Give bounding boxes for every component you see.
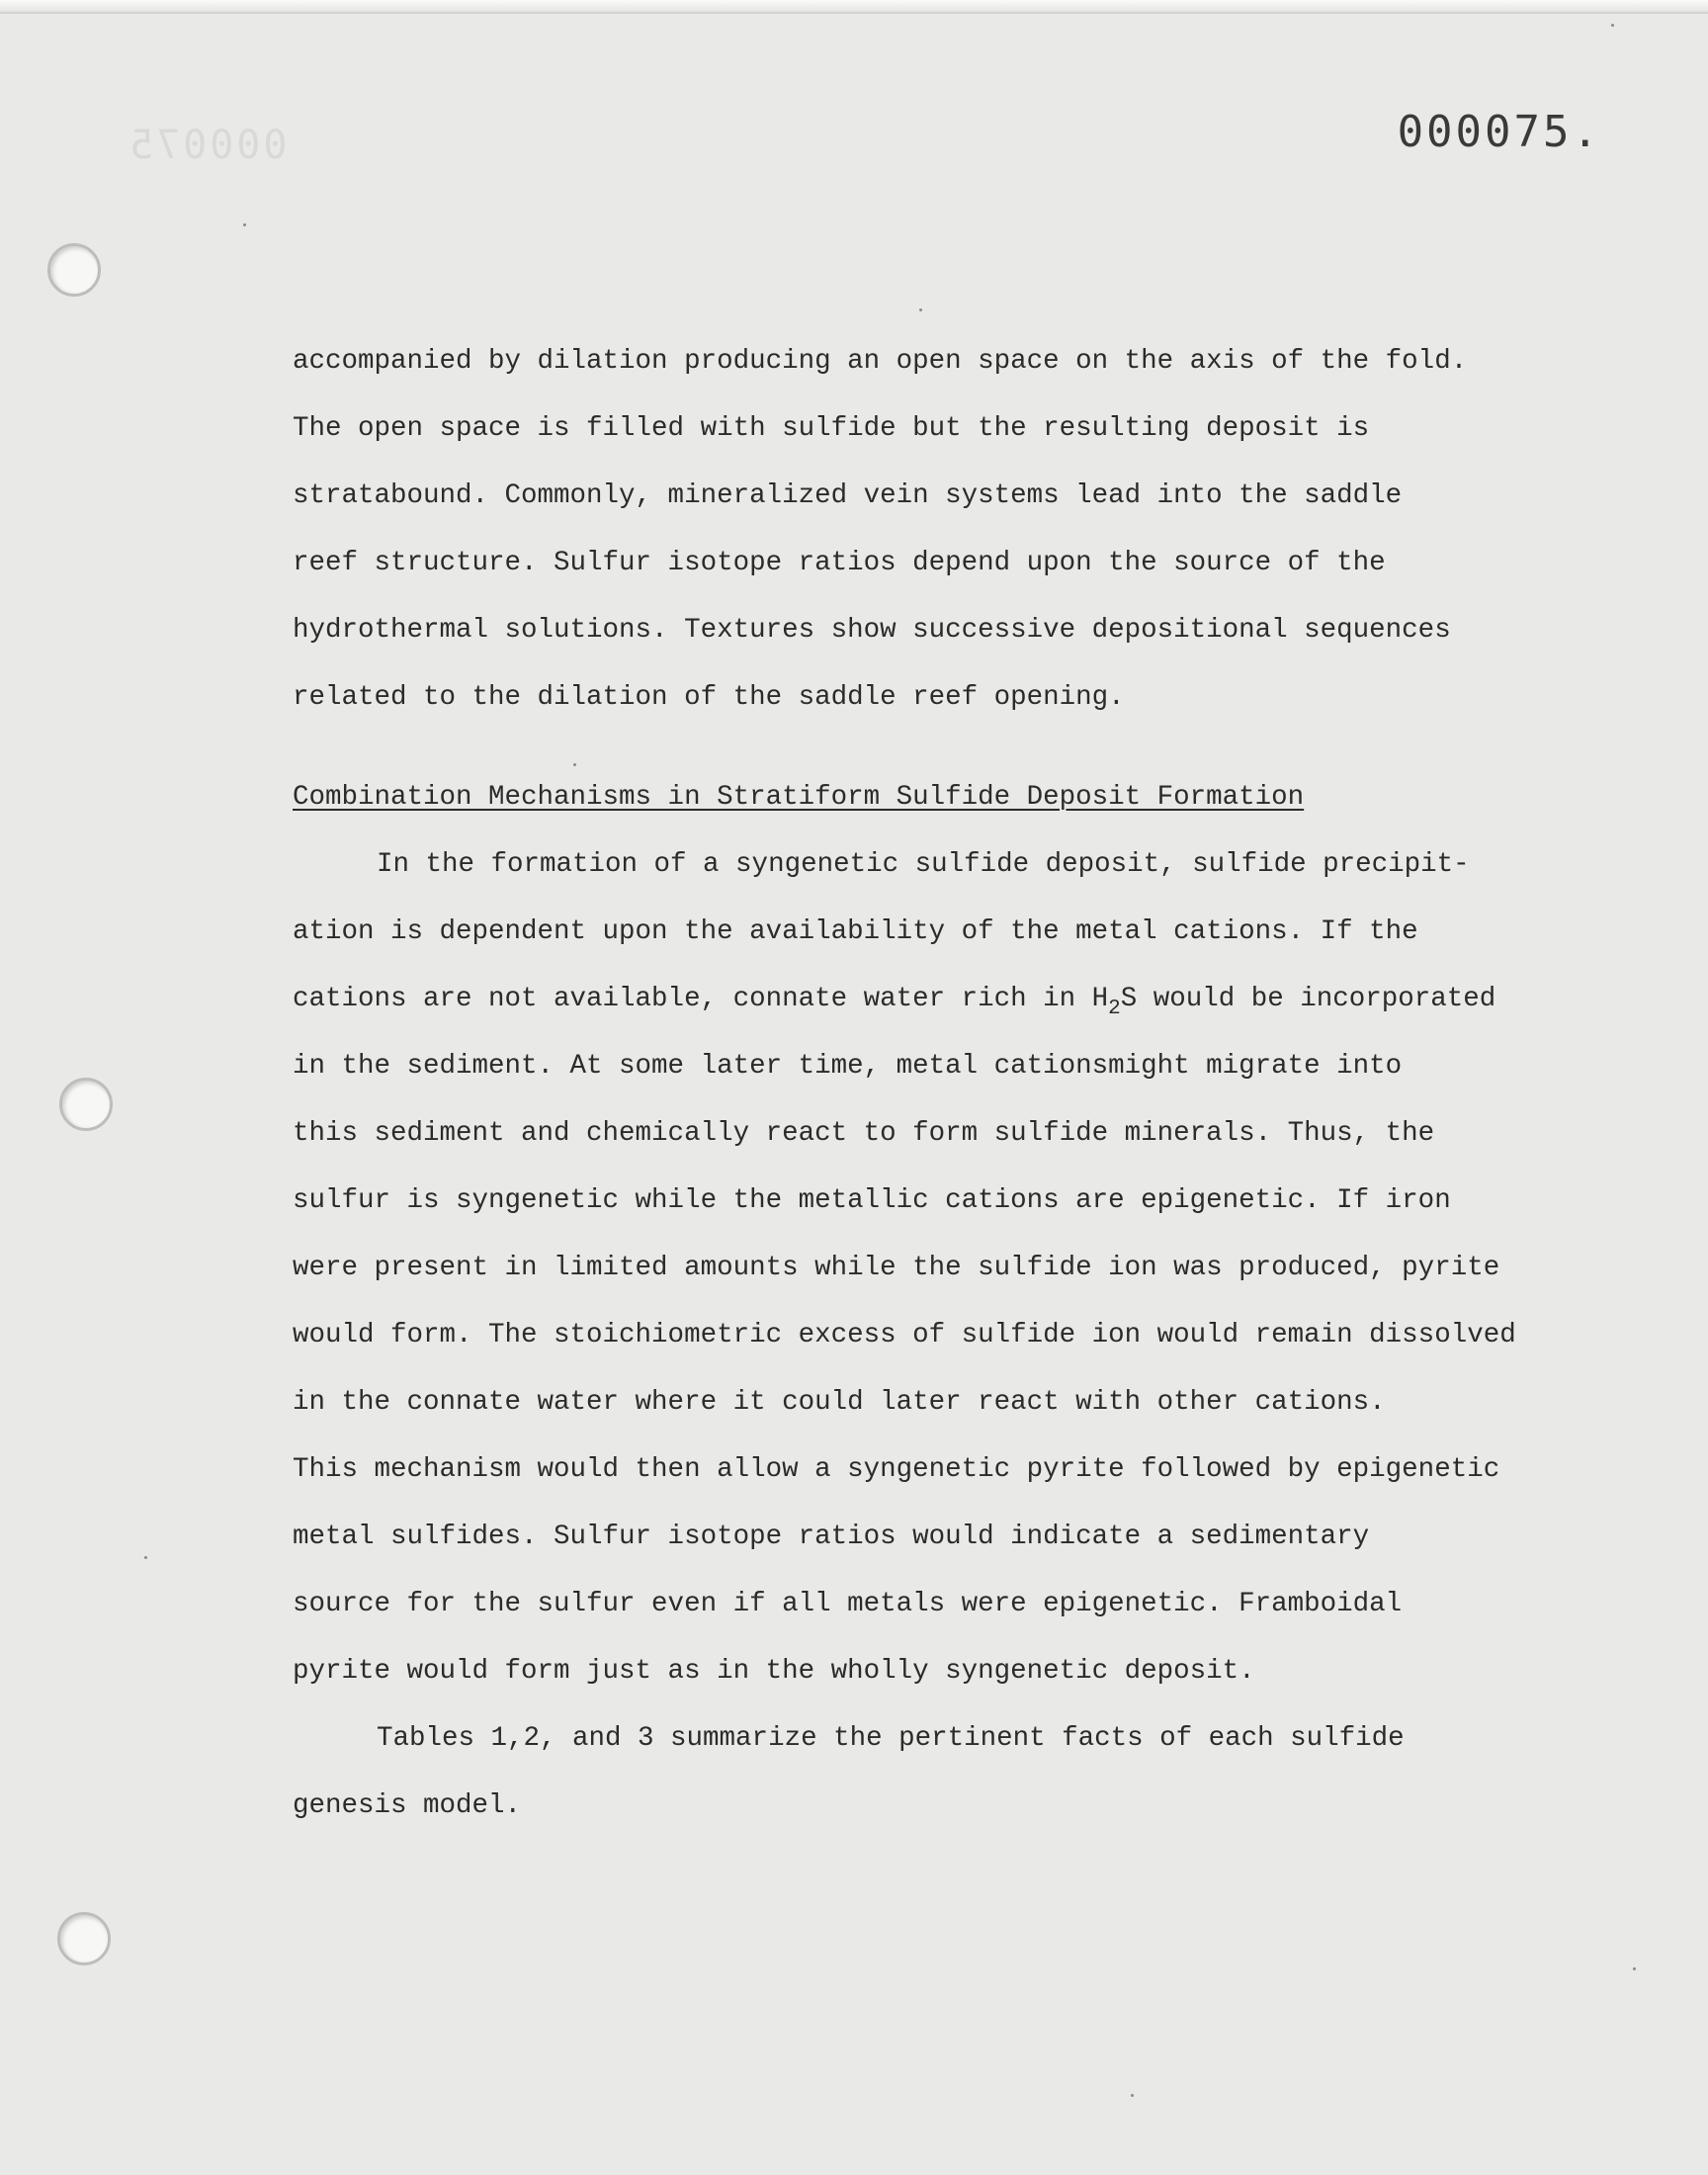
punch-hole-middle xyxy=(59,1078,113,1131)
speck xyxy=(1611,24,1614,27)
text-line: genesis model. xyxy=(293,1790,522,1821)
text-line: source for the sulfur even if all metals were epigenetic. Framboidal xyxy=(293,1589,1403,1619)
text-line: reef structure. Sulfur isotope ratios depend upon the source of the xyxy=(293,548,1386,578)
text-line: ation is dependent upon the availability of the metal cations. If the xyxy=(293,916,1418,947)
speck xyxy=(919,308,922,311)
text-line: pyrite would form just as in the wholly syngenetic deposit. xyxy=(293,1656,1255,1687)
text-line: were present in limited amounts while the sulfide ion was produced, pyrite xyxy=(293,1253,1500,1283)
text-line: accompanied by dilation producing an open space on the axis of the fold. xyxy=(293,346,1468,377)
text-line: this sediment and chemically react to form sulfide minerals. Thus, the xyxy=(293,1118,1435,1149)
punch-hole-top xyxy=(47,243,101,297)
text-line: in the sediment. At some later time, metal cationsmight migrate into xyxy=(293,1051,1403,1082)
bleed-through-page-number: 000075 xyxy=(127,123,288,168)
punch-hole-bottom xyxy=(57,1912,111,1965)
speck xyxy=(1633,1967,1636,1970)
speck xyxy=(1131,2094,1134,2097)
text-fragment: S would be incorporated xyxy=(1120,984,1496,1014)
page-number: 000075. xyxy=(1397,107,1601,157)
text-line: would form. The stoichiometric excess of sulfide ion would remain dissolved xyxy=(293,1320,1516,1350)
text-line: in the connate water where it could later react with other cations. xyxy=(293,1387,1386,1418)
text-line: related to the dilation of the saddle reef opening. xyxy=(293,682,1125,713)
section-heading: Combination Mechanisms in Stratiform Sulfide Deposit Formation xyxy=(293,782,1305,813)
text-line: This mechanism would then allow a syngenetic pyrite followed by epigenetic xyxy=(293,1454,1500,1485)
text-line: The open space is filled with sulfide but the resulting deposit is xyxy=(293,413,1370,444)
text-fragment: cations are not available, connate water rich in H xyxy=(293,984,1109,1014)
text-line: Tables 1,2, and 3 summarize the pertinent facts of each sulfide xyxy=(377,1723,1405,1754)
text-line: sulfur is syngenetic while the metallic cations are epigenetic. If iron xyxy=(293,1185,1451,1216)
speck xyxy=(243,223,246,226)
section-heading-line xyxy=(293,764,1597,831)
text-line: metal sulfides. Sulfur isotope ratios would indicate a sedimentary xyxy=(293,1522,1370,1552)
text-line: stratabound. Commonly, mineralized vein systems lead into the saddle xyxy=(293,480,1403,511)
text-line: In the formation of a syngenetic sulfide deposit, sulfide precipit- xyxy=(377,849,1470,880)
page-top-edge xyxy=(0,0,1708,14)
speck xyxy=(144,1556,147,1559)
subscript: 2 xyxy=(1108,998,1121,1020)
text-line: hydrothermal solutions. Textures show successive depositional sequences xyxy=(293,615,1451,646)
body-text xyxy=(293,328,1597,1840)
text-line xyxy=(293,966,1597,1033)
